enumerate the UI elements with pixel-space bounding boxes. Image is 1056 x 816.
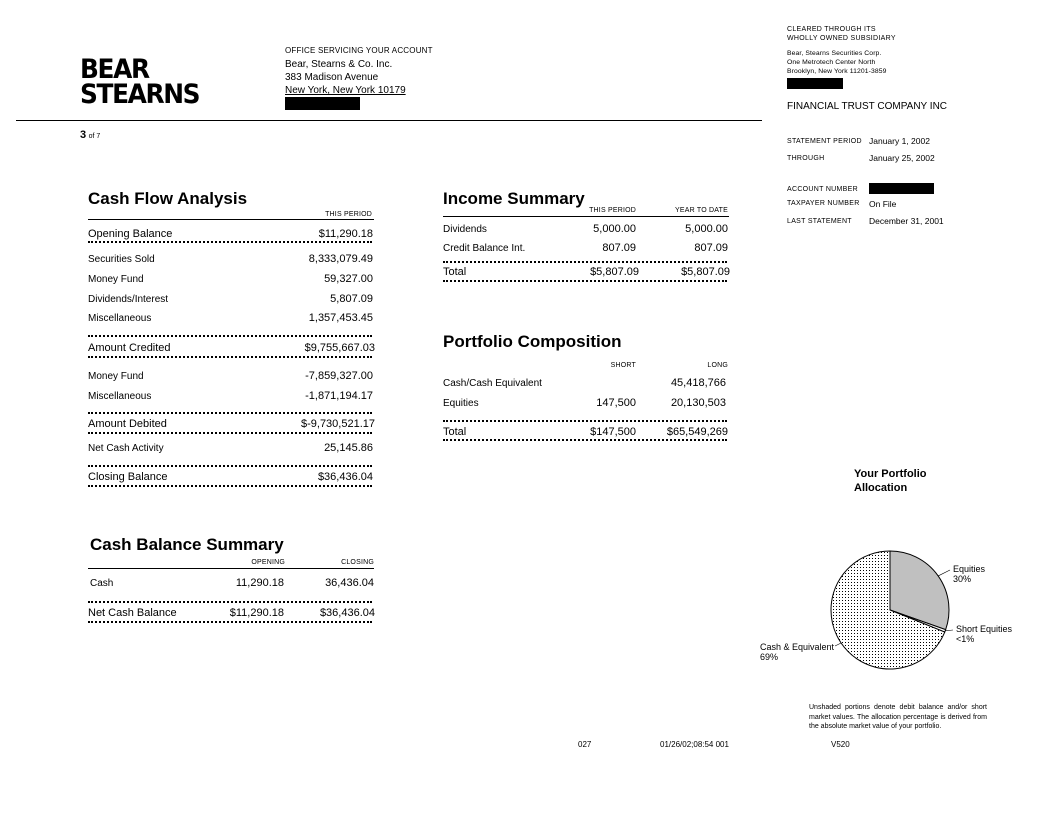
taxpayer-number-label: TAXPAYER NUMBER	[787, 200, 860, 207]
debit-label: Miscellaneous	[88, 391, 152, 402]
net-cash-activity-label: Net Cash Activity	[88, 443, 164, 454]
pie-label: Cash & Equivalent	[760, 642, 835, 652]
redaction-bar	[787, 78, 843, 89]
page-current: 3	[80, 129, 87, 141]
dotted-divider	[88, 356, 372, 358]
allocation-footnote: Unshaded portions denote debit balance and/or short market values. The allocation percentage is derived from the absolute market value of your portfolio.	[809, 704, 987, 730]
cleared-line-2: WHOLLY OWNED SUBSIDIARY	[787, 35, 896, 42]
closing-balance-value: $36,436.04	[317, 471, 373, 483]
income-total-period: $5,807.09	[590, 266, 639, 278]
office-address-1: 383 Madison Avenue	[285, 72, 379, 83]
income-total-ytd: $5,807.09	[681, 266, 730, 278]
income-column-ytd: YEAR TO DATE	[675, 207, 728, 214]
cleared-address-2: Brooklyn, New York 11201-3859	[787, 68, 887, 75]
logo-line-2: STEARNS	[80, 79, 200, 110]
income-row-ytd: 807.09	[694, 242, 728, 254]
amount-credited-value: $9,755,667.03	[304, 342, 375, 354]
opening-balance-label: Opening Balance	[88, 228, 173, 240]
footer-version: V520	[831, 740, 850, 749]
account-number-label: ACCOUNT NUMBER	[787, 186, 858, 193]
last-statement-value: December 31, 2001	[869, 216, 944, 226]
office-heading: OFFICE SERVICING YOUR ACCOUNT	[285, 46, 433, 55]
income-row-label: Credit Balance Int.	[443, 243, 526, 254]
dotted-divider	[88, 485, 372, 487]
taxpayer-number-value: On File	[869, 199, 897, 209]
divider	[88, 568, 374, 569]
credit-label: Dividends/Interest	[88, 294, 169, 305]
last-statement-label: LAST STATEMENT	[787, 218, 852, 225]
cash-balance-column-opening: OPENING	[251, 559, 285, 566]
pie-slices	[831, 551, 949, 669]
office-address-block	[285, 44, 433, 110]
dotted-divider	[88, 241, 372, 243]
portfolio-column-short: SHORT	[610, 362, 636, 369]
redaction-bar	[869, 183, 934, 194]
net-cash-balance-label: Net Cash Balance	[88, 607, 177, 619]
net-cash-balance-opening: $11,290.18	[229, 607, 284, 619]
cleared-name: Bear, Stearns Securities Corp.	[787, 50, 882, 57]
income-row-period: 5,000.00	[593, 223, 636, 235]
amount-debited-label: Amount Debited	[88, 418, 167, 430]
page-total: of 7	[88, 133, 101, 140]
credit-value: 8,333,079.49	[308, 253, 373, 265]
credit-label: Money Fund	[88, 274, 144, 285]
office-address-2: New York, New York 10179	[285, 85, 406, 96]
cash-flow-title: Cash Flow Analysis	[88, 189, 248, 208]
cash-balance-column-closing: CLOSING	[341, 559, 374, 566]
portfolio-row-long: 45,418,766	[670, 377, 726, 389]
page-number	[80, 129, 100, 141]
income-total-label: Total	[443, 266, 467, 278]
through-label: THROUGH	[787, 155, 825, 162]
allocation-title	[854, 467, 927, 495]
portfolio-total-label: Total	[443, 426, 467, 438]
bear-stearns-logo	[80, 54, 200, 110]
amount-credited-label: Amount Credited	[88, 342, 171, 354]
dotted-divider	[88, 412, 372, 414]
income-column-this-period: THIS PERIOD	[589, 207, 636, 214]
pie-leader-line	[945, 630, 953, 631]
portfolio-row-long: 20,130,503	[670, 397, 726, 409]
pie-leader-line	[835, 643, 841, 646]
allocation-title-line-2: Allocation	[854, 482, 908, 494]
allocation-pie-chart	[740, 540, 1040, 680]
dotted-divider	[443, 420, 727, 422]
client-name: FINANCIAL TRUST COMPANY INC	[787, 101, 948, 112]
cash-opening-value: 11,290.18	[235, 577, 284, 589]
closing-balance-label: Closing Balance	[88, 471, 168, 483]
statement-period-label: STATEMENT PERIOD	[787, 138, 862, 145]
pie-percent-label: 69%	[760, 652, 779, 662]
pie-percent-label: 30%	[953, 574, 972, 584]
credit-label: Securities Sold	[88, 254, 155, 265]
cash-label: Cash	[90, 578, 114, 589]
footer-code: 027	[578, 740, 592, 749]
portfolio-row-label: Equities	[443, 398, 479, 409]
amount-debited-value: $-9,730,521.17	[300, 418, 375, 430]
opening-balance-value: $11,290.18	[318, 228, 373, 240]
income-summary-title: Income Summary	[443, 189, 585, 208]
pie-label: Equities	[953, 564, 986, 574]
portfolio-column-long: LONG	[707, 362, 728, 369]
credit-value: 1,357,453.45	[308, 312, 373, 324]
cash-closing-value: 36,436.04	[325, 577, 374, 589]
debit-value: -1,871,194.17	[305, 390, 373, 402]
office-name: Bear, Stearns & Co. Inc.	[285, 59, 393, 70]
clearing-block	[787, 25, 896, 89]
cash-balance-summary-title: Cash Balance Summary	[90, 535, 284, 554]
credit-value: 5,807.09	[330, 293, 373, 305]
statement-period-end: January 25, 2002	[869, 153, 935, 163]
portfolio-total-long: $65,549,269	[666, 426, 728, 438]
debit-value: -7,859,327.00	[305, 370, 373, 382]
allocation-title-line-1: Your Portfolio	[854, 468, 927, 480]
dotted-divider	[88, 601, 372, 603]
statement-period-start: January 1, 2002	[869, 136, 930, 146]
cleared-line-1: CLEARED THROUGH ITS	[787, 26, 876, 33]
divider	[88, 219, 374, 220]
dotted-divider	[443, 439, 727, 441]
dotted-divider	[88, 335, 372, 337]
debit-label: Money Fund	[88, 371, 144, 382]
dotted-divider	[443, 280, 727, 282]
credit-value: 59,327.00	[324, 273, 373, 285]
portfolio-row-short: 147,500	[596, 397, 636, 409]
portfolio-row-label: Cash/Cash Equivalent	[443, 378, 542, 389]
dotted-divider	[88, 465, 372, 467]
pie-leader-line	[938, 570, 950, 576]
portfolio-total-short: $147,500	[590, 426, 636, 438]
divider	[443, 216, 729, 217]
logo-line-1: BEAR	[80, 54, 149, 85]
cash-flow-column-header: THIS PERIOD	[325, 211, 372, 218]
pie-label: Short Equities	[956, 624, 1013, 634]
dotted-divider	[88, 432, 372, 434]
header-rule	[16, 120, 762, 121]
dotted-divider	[443, 261, 727, 263]
footer-timestamp: 01/26/02;08:54 001	[660, 740, 729, 749]
income-row-period: 807.09	[602, 242, 636, 254]
net-cash-activity-value: 25,145.86	[324, 442, 373, 454]
credit-label: Miscellaneous	[88, 313, 152, 324]
income-row-label: Dividends	[443, 224, 487, 235]
pie-percent-label: <1%	[956, 634, 975, 644]
portfolio-composition-title: Portfolio Composition	[443, 332, 622, 351]
redaction-bar	[285, 97, 360, 110]
net-cash-balance-closing: $36,436.04	[319, 607, 375, 619]
dotted-divider	[88, 621, 372, 623]
income-row-ytd: 5,000.00	[685, 223, 728, 235]
cleared-address-1: One Metrotech Center North	[787, 59, 876, 66]
